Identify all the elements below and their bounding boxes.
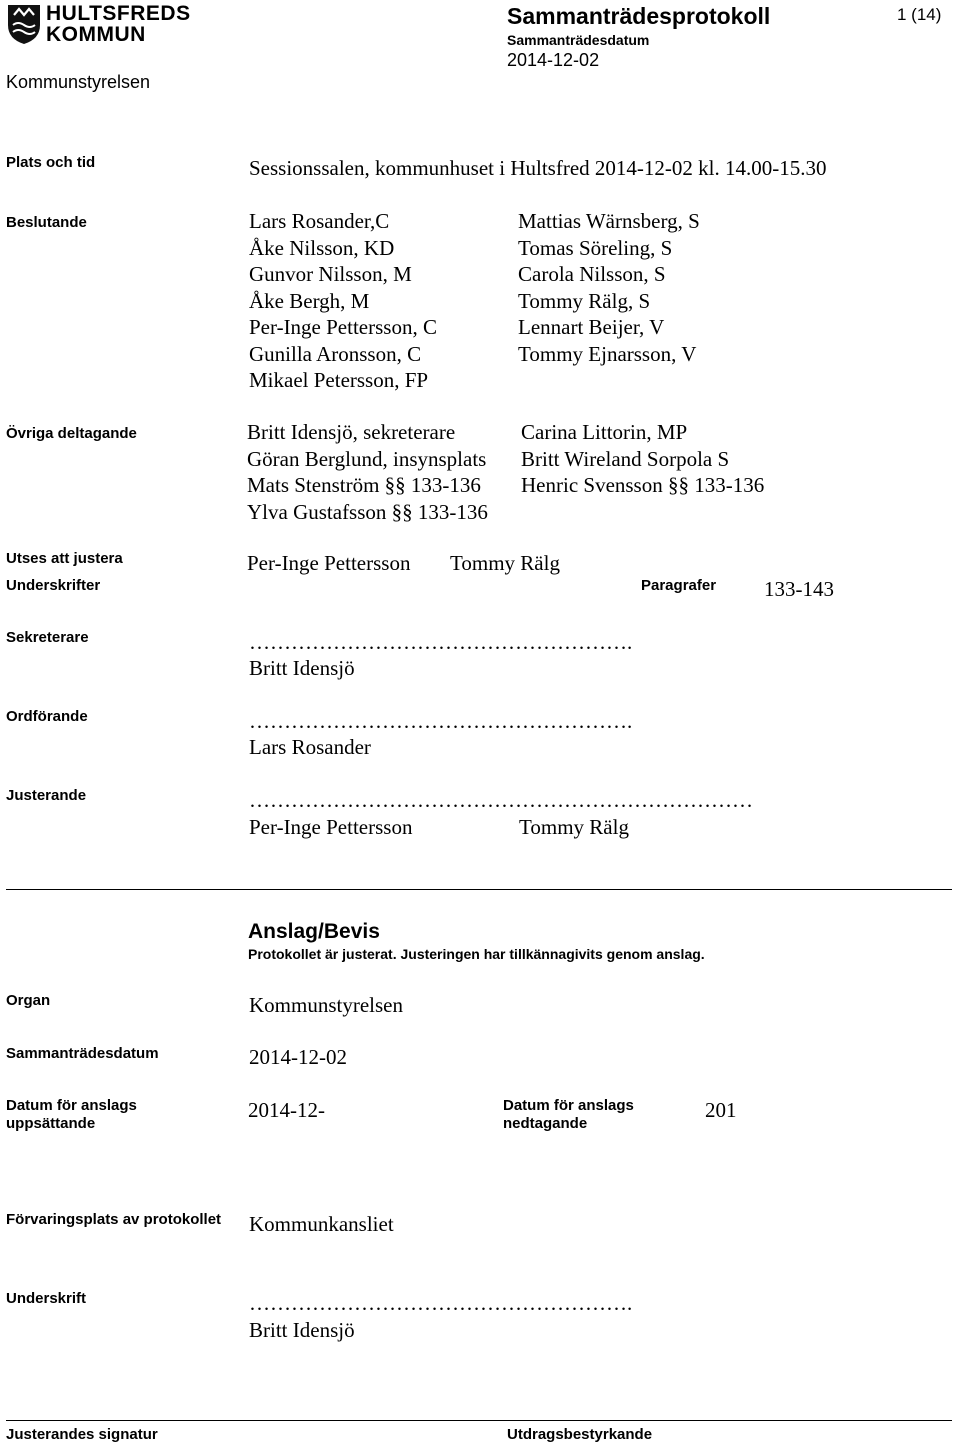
member-name: Mattias Wärnsberg, S: [518, 209, 700, 233]
adjuster-label: Justerande: [6, 787, 87, 804]
organ-value: Kommunstyrelsen: [249, 993, 403, 1017]
member-name: Mikael Petersson, FP: [249, 368, 429, 392]
signature-line: ……………………………………………….: [249, 630, 633, 654]
member-name: Åke Nilsson, KD: [249, 235, 395, 260]
secretary-label: Sekreterare: [6, 629, 89, 646]
meeting-date-label: Sammanträdesdatum: [507, 32, 650, 48]
member-name: Åke Bergh, M: [249, 288, 370, 313]
member-name: Tommy Ejnarsson, V: [518, 341, 697, 366]
signature-line: ……………………………………………….: [249, 709, 633, 733]
member-name: Tomas Söreling, S: [518, 235, 673, 260]
adjuster-signature-name-1: Per-Inge Pettersson: [249, 815, 413, 839]
signature-line: ……………………………………………….: [249, 1291, 633, 1315]
adjuster-signature-name-2: Tommy Rälg: [519, 815, 629, 839]
member-name: Per-Inge Pettersson, C: [249, 315, 437, 339]
department-name: Kommunstyrelsen: [6, 72, 151, 92]
place-value: Sessionssalen, kommunhuset i Hultsfred 2014-12-02 kl. 14.00-15.30: [249, 156, 827, 180]
adjuster-name-1: Per-Inge Pettersson: [247, 551, 411, 575]
place-label: Plats och tid: [6, 154, 96, 171]
other-participants-right: [521, 419, 764, 499]
member-name: Lars Rosander,C: [249, 209, 390, 233]
participant-name: Henric Svensson §§ 133-136: [521, 473, 765, 497]
paragraphs-value: 133-143: [764, 577, 834, 601]
adjuster-name-2: Tommy Rälg: [450, 551, 560, 575]
section-divider: [6, 889, 952, 890]
footer-divider: [6, 1420, 952, 1421]
logo-text-line2: KOMMUN: [46, 23, 146, 46]
decision-makers-label: Beslutande: [6, 214, 87, 231]
document-title: Sammanträdesprotokoll: [507, 3, 771, 29]
participant-name: Carina Littorin, MP: [521, 420, 688, 444]
page-number: 1 (14): [897, 5, 942, 24]
posted-date-value: 2014-12-: [248, 1098, 325, 1122]
adjusters-label: Utses att justera: [6, 550, 123, 567]
member-name: Tommy Rälg, S: [518, 288, 651, 313]
removed-date-label: Datum för anslags nedtagande: [503, 1097, 634, 1132]
participant-name: Britt Idensjö, sekreterare: [247, 420, 456, 444]
member-name: Carola Nilsson, S: [518, 262, 666, 286]
participant-name: Göran Berglund, insynsplats: [247, 446, 487, 471]
signatures-label: Underskrifter: [6, 577, 101, 594]
storage-value: Kommunkansliet: [249, 1212, 394, 1236]
notice-date-label: Sammanträdesdatum: [6, 1045, 159, 1062]
secretary-name: Britt Idensjö: [249, 656, 355, 680]
notice-subtitle: Protokollet är justerat. Justeringen har tillkännagivits genom anslag.: [248, 946, 705, 962]
decision-makers-right: [518, 208, 700, 367]
notice-date-value: 2014-12-02: [249, 1045, 347, 1069]
signature-name: Britt Idensjö: [249, 1318, 355, 1342]
member-name: Gunilla Aronsson, C: [249, 341, 422, 366]
other-participants-label: Övriga deltagande: [6, 425, 137, 442]
coat-of-arms-icon: [6, 3, 42, 45]
meeting-date: 2014-12-02: [507, 50, 600, 70]
signature-line: ………………………………………………………………: [249, 788, 753, 812]
storage-label: Förvaringsplats av protokollet: [6, 1211, 222, 1228]
member-name: Lennart Beijer, V: [518, 315, 665, 339]
participant-name: Mats Stenström §§ 133-136: [247, 473, 481, 497]
signature-label: Underskrift: [6, 1290, 87, 1307]
chair-label: Ordförande: [6, 708, 88, 725]
footer-adjuster-signature: Justerandes signatur: [6, 1426, 158, 1443]
other-participants-left: [247, 419, 488, 525]
removed-date-value: 201: [705, 1098, 737, 1122]
paragraphs-label: Paragrafer: [641, 577, 717, 594]
decision-makers-left: [249, 208, 437, 394]
notice-title: Anslag/Bevis: [248, 920, 380, 943]
posted-date-label: Datum för anslags uppsättande: [6, 1097, 137, 1132]
participant-name: Britt Wireland Sorpola S: [521, 446, 730, 471]
member-name: Gunvor Nilsson, M: [249, 262, 412, 286]
organ-label: Organ: [6, 992, 51, 1009]
participant-name: Ylva Gustafsson §§ 133-136: [247, 499, 488, 524]
chair-name: Lars Rosander: [249, 735, 371, 759]
footer-certification: Utdragsbestyrkande: [507, 1426, 653, 1443]
logo-text-line1: HULTSFREDS: [46, 2, 191, 25]
